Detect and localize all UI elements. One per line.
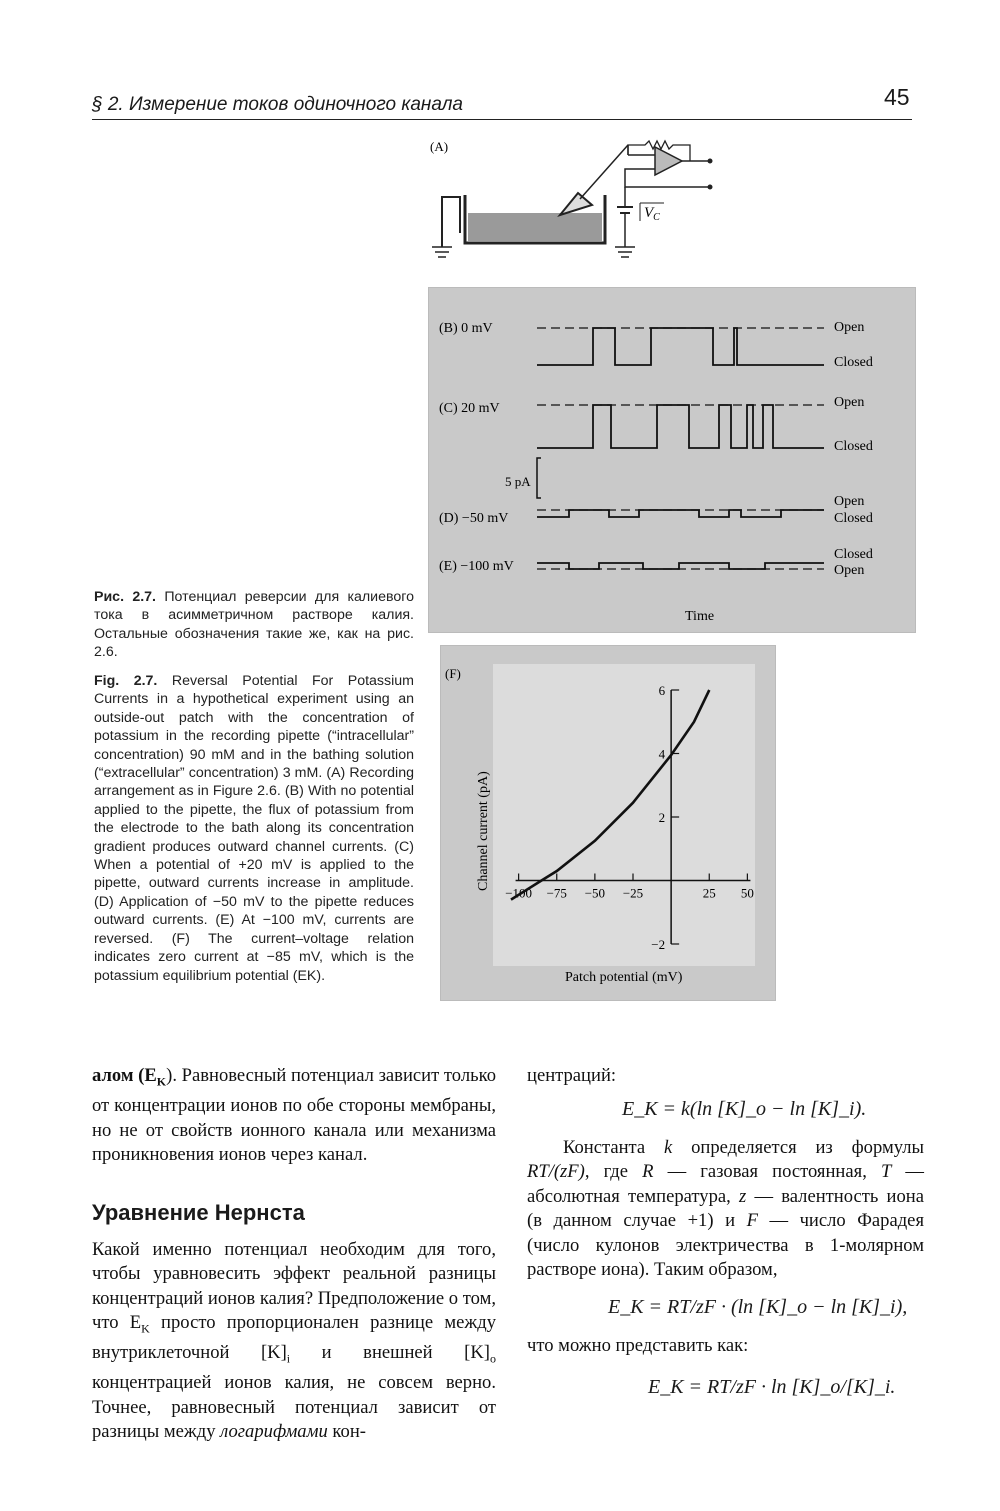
iv-x-tick-label: 50 <box>740 885 754 901</box>
iv-y-tick-label: 4 <box>658 746 666 762</box>
caption-ru-label: Рис. 2.7. <box>94 589 156 605</box>
iv-y-axis-label: Channel current (pA) <box>476 771 491 891</box>
vc-label: $V_C$ <box>644 205 660 223</box>
trace-d-label: (D) −50 mV <box>439 511 509 526</box>
trace-c-label: (C) 20 mV <box>439 401 500 416</box>
caption-en <box>94 672 414 985</box>
iv-x-tick-label: −50 <box>584 885 606 901</box>
right-intro: центраций: <box>527 1065 617 1086</box>
iv-x-tick-label: −25 <box>622 885 644 901</box>
formula-2: E_K = RT/zF · (ln [K]_o − ln [K]_i), <box>608 1296 908 1318</box>
trace-e-label: (E) −100 mV <box>439 559 514 574</box>
formula-1: E_K = k(ln [K]_o − ln [K]_i). <box>622 1098 867 1120</box>
header-rule <box>92 119 912 120</box>
caption-ru <box>94 588 414 662</box>
panels-b-e-traces <box>428 287 916 633</box>
trace-e-closed-text: Closed <box>834 547 873 562</box>
iv-x-tick-label: 25 <box>702 885 716 901</box>
time-axis-label: Time <box>685 609 715 624</box>
iv-x-axis-label: Patch potential (mV) <box>565 970 683 985</box>
panel-a-diagram <box>420 135 720 285</box>
iv-y-tick-label: 2 <box>658 810 666 825</box>
trace-c-open-text: Open <box>834 395 865 410</box>
trace-d-closed-text: Closed <box>834 511 873 526</box>
scale-bar-label: 5 pA <box>505 474 531 489</box>
trace-e-open-text: Open <box>834 563 865 578</box>
trace-c-closed-text: Closed <box>834 439 873 454</box>
iv-x-tick-label: −100 <box>505 885 533 901</box>
trace-b-open-text: Open <box>834 320 865 335</box>
running-head: § 2. Измерение токов одиночного канала <box>92 94 463 115</box>
trace-b-closed-text: Closed <box>834 355 873 370</box>
iv-x-tick-label: −75 <box>546 885 567 901</box>
right-paragraph-2: что можно представить как: <box>527 1335 749 1356</box>
iv-y-tick-label: 6 <box>658 683 666 698</box>
left-paragraph-2: Какой именно потенциал необходим для того, чтобы уравновесить эффект реальной разницы концентраций ионов калия? Предположение о том, что $E_K$ просто пропорционален разнице между внутриклеточной $[K]_i$ и внешней $[K]_o$ концентрацией ионов калия, не совсем верно. Точнее, равновесный потенциал зависит от разницы между логарифмами кон- <box>92 1239 496 1443</box>
page-number: 45 <box>884 84 910 110</box>
iv-y-tick-label: −2 <box>651 937 666 952</box>
left-paragraph-1: алом $(E_K)$. Равновесный потенциал зависит только от концентрации ионов по обе стороны мембраны, но не от свойств ионного канала или механизма проникновения ионов через канал. <box>92 1065 496 1165</box>
section-heading: Уравнение Нернста <box>92 1200 305 1225</box>
right-paragraph-1: Константа k определяется из формулы RT/(zF), где R — газовая постоянная, T — абсолютная температура, z — валентность иона (в данном случае +1) и F — число Фарадея (число кулонов электричества в 1-молярном растворе иона). Таким образом, <box>527 1137 924 1281</box>
panel-f-iv-chart <box>440 645 776 1001</box>
formula-3: E_K = RT/zF · ln [K]_o/[K]_i. <box>648 1376 896 1398</box>
panel-f-label: (F) <box>445 666 461 681</box>
caption-ru-text: Потенциал реверсии для калиевого тока в асимметричном растворе калия. Остальные обозначения такие же, как на рис. 2.6. <box>94 589 414 661</box>
caption-en-label: Fig. 2.7. <box>94 673 158 689</box>
trace-d-open-text: Open <box>834 494 865 509</box>
panel-a-label: (A) <box>430 139 449 154</box>
trace-b-label: (B) 0 mV <box>439 321 493 336</box>
caption-en-text: Reversal Potential For Potassium Currents in a hypothetical experiment using an outside-out patch with the concentration of potassium in the recording pipette (“intracellular” concentration) 90 mM and in the bathing solution (“extracellular” concentration) 3 mM. (A) Recording arrangement as in Figure 2.6. (B) With no potential applied to the pipette, the flux of potassium from the electrode to the bath along its concentration gradient produces outward channel currents. (C) When a potential of +20 mV is applied to the pipette, outward currents increase in amplitude. (D) Application of −50 mV to the pipette reduces outward currents. (E) At −100 mV, currents are reversed. (F) The current–voltage relation indicates zero current at −85 mV, which is the potassium equilibrium potential (EK). <box>94 673 414 984</box>
